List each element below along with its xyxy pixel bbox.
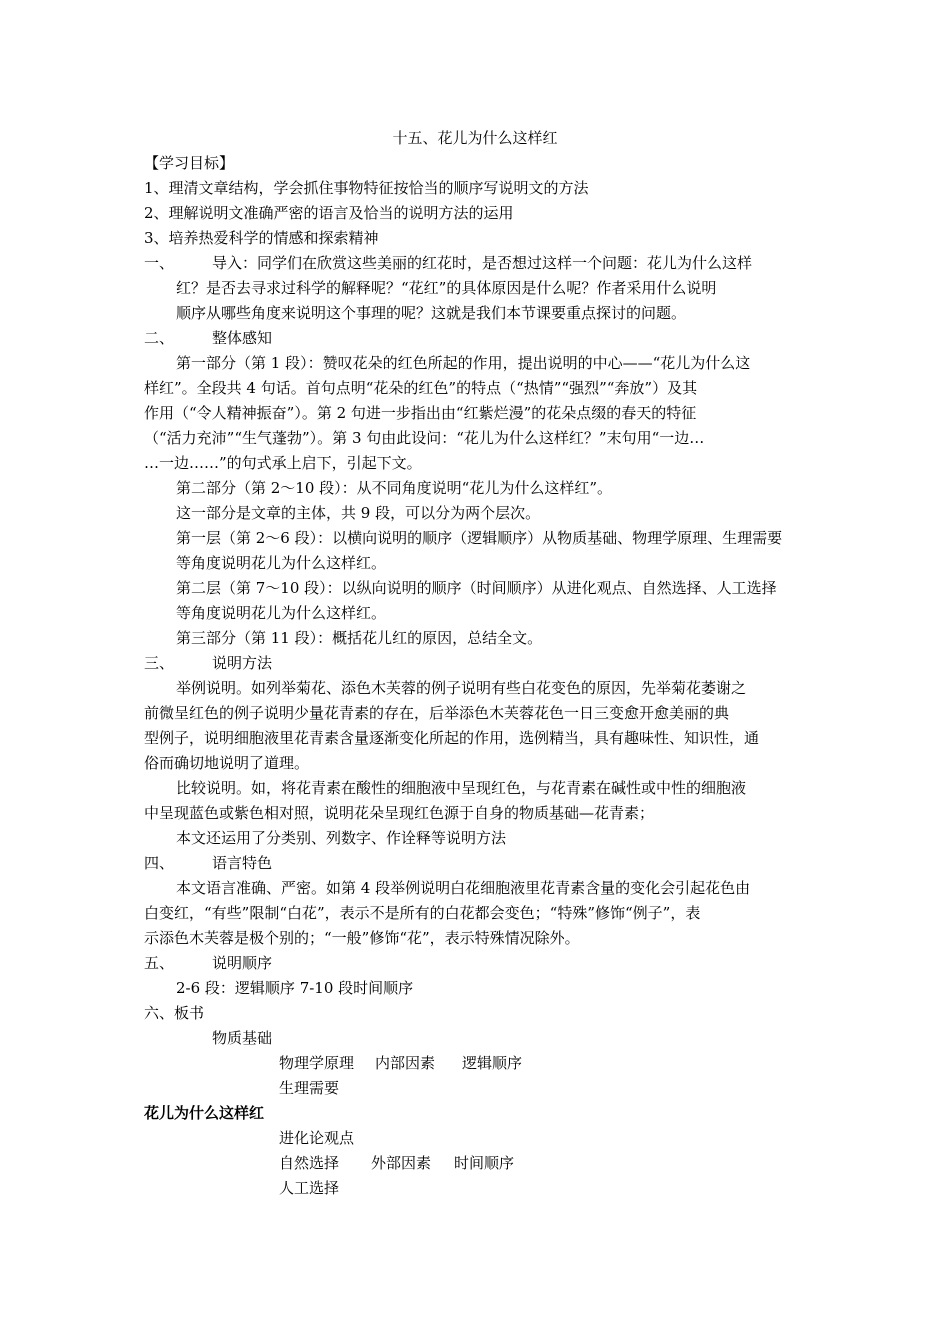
board-physiology-need: 生理需要	[279, 1079, 340, 1097]
section-4-line-2: 白变红，“有些”限制“白花”，表示不是所有的白花都会变色；“特殊”修饰“例子”，表	[144, 904, 701, 922]
section-2-heading: 整体感知	[212, 329, 273, 347]
section-5-heading: 说明顺序	[212, 954, 273, 972]
section-2-line-4: （“活力充沛”“生气蓬勃”）。第 3 句由此设问：“花儿为什么这样红？”末句用“一边…	[144, 429, 705, 447]
section-2-line-2: 样红”。全段共 4 句话。首句点明“花朵的红色”的特点（“热情”“强烈”“奔放”）及其	[144, 379, 698, 397]
section-2-line-6: 第二部分（第 2～10 段）：从不同角度说明“花儿为什么这样红”。	[176, 479, 613, 497]
board-material-basis: 物质基础	[212, 1029, 273, 1047]
section-4-line-1: 本文语言准确、严密。如第 4 段举例说明白花细胞液里花青素含量的变化会引起花色由	[176, 879, 751, 897]
section-4-line-3: 示添色木芙蓉是极个别的；“一般”修饰“花”，表示特殊情况除外。	[144, 929, 580, 947]
section-3-line-5: 比较说明。如，将花青素在酸性的细胞液中呈现红色，与花青素在碱性或中性的细胞液	[176, 779, 747, 797]
page-title: 十五、花儿为什么这样红	[392, 129, 558, 147]
board-natural-selection: 自然选择	[279, 1154, 340, 1172]
section-1-line-3: 顺序从哪些角度来说明这个事理的呢？这就是我们本节课要重点探讨的问题。	[176, 304, 687, 322]
board-center-title: 花儿为什么这样红	[144, 1104, 265, 1122]
section-3-line-2: 前微呈红色的例子说明少量花青素的存在，后举添色木芙蓉花色一日三变愈开愈美丽的典	[144, 704, 730, 722]
objective-item-3: 3、培养热爱科学的情感和探索精神	[144, 229, 379, 247]
objectives-heading: 【学习目标】	[144, 154, 235, 172]
section-2-line-12: 第三部分（第 11 段）：概括花儿红的原因，总结全文。	[176, 629, 543, 647]
section-4-number: 四、	[144, 854, 175, 872]
section-6-heading: 六、板书	[144, 1004, 205, 1022]
section-1-line-1: 导入：同学们在欣赏这些美丽的红花时，是否想过这样一个问题：花儿为什么这样	[212, 254, 753, 272]
section-5-line: 2-6 段：逻辑顺序 7-10 段时间顺序	[176, 979, 414, 997]
section-3-line-4: 俗而确切地说明了道理。	[144, 754, 310, 772]
section-2-line-9: 等角度说明花儿为什么这样红。	[176, 554, 387, 572]
section-3-line-1: 举例说明。如列举菊花、添色木芙蓉的例子说明有些白花变色的原因，先举菊花萎谢之	[176, 679, 747, 697]
section-3-line-6: 中呈现蓝色或紫色相对照，说明花朵呈现红色源于自身的物质基础—花青素；	[144, 804, 655, 822]
board-physics-principle: 物理学原理	[279, 1054, 355, 1072]
section-4-heading: 语言特色	[212, 854, 273, 872]
section-2-line-8: 第一层（第 2～6 段）：以横向说明的顺序（逻辑顺序）从物质基础、物理学原理、生理需要	[176, 529, 783, 547]
section-1-line-2: 红？是否去寻求过科学的解释呢？“花红”的具体原因是什么呢？作者采用什么说明	[176, 279, 717, 297]
objective-item-1: 1、理清文章结构，学会抓住事物特征按恰当的顺序写说明文的方法	[144, 179, 589, 197]
section-5-number: 五、	[144, 954, 175, 972]
section-2-line-11: 等角度说明花儿为什么这样红。	[176, 604, 387, 622]
section-2-line-1: 第一部分（第 1 段）：赞叹花朵的红色所起的作用，提出说明的中心——“花儿为什么这	[176, 354, 751, 372]
objective-item-2: 2、理解说明文准确严密的语言及恰当的说明方法的运用	[144, 204, 514, 222]
board-logic-order: 逻辑顺序	[462, 1054, 523, 1072]
board-time-order: 时间顺序	[454, 1154, 515, 1172]
board-external-factor: 外部因素	[371, 1154, 432, 1172]
section-2-line-3: 作用（“令人精神振奋”）。第 2 句进一步指出由“红紫烂漫”的花朵点缀的春天的特征	[144, 404, 697, 422]
section-3-line-3: 型例子，说明细胞液里花青素含量逐渐变化所起的作用，选例精当，具有趣味性、知识性，通	[144, 729, 760, 747]
section-2-line-5: …一边……”的句式承上启下，引起下文。	[144, 454, 422, 472]
section-3-heading: 说明方法	[212, 654, 273, 672]
section-1-number: 一、	[144, 254, 175, 272]
board-evolution-view: 进化论观点	[279, 1129, 355, 1147]
section-2-line-10: 第二层（第 7～10 段）：以纵向说明的顺序（时间顺序）从进化观点、自然选择、人工选择	[176, 579, 777, 597]
section-3-number: 三、	[144, 654, 175, 672]
section-2-number: 二、	[144, 329, 175, 347]
section-3-line-7: 本文还运用了分类别、列数字、作诠释等说明方法	[176, 829, 507, 847]
board-artificial-selection: 人工选择	[279, 1179, 340, 1197]
section-2-line-7: 这一部分是文章的主体，共 9 段，可以分为两个层次。	[176, 504, 541, 522]
board-internal-factor: 内部因素	[375, 1054, 436, 1072]
